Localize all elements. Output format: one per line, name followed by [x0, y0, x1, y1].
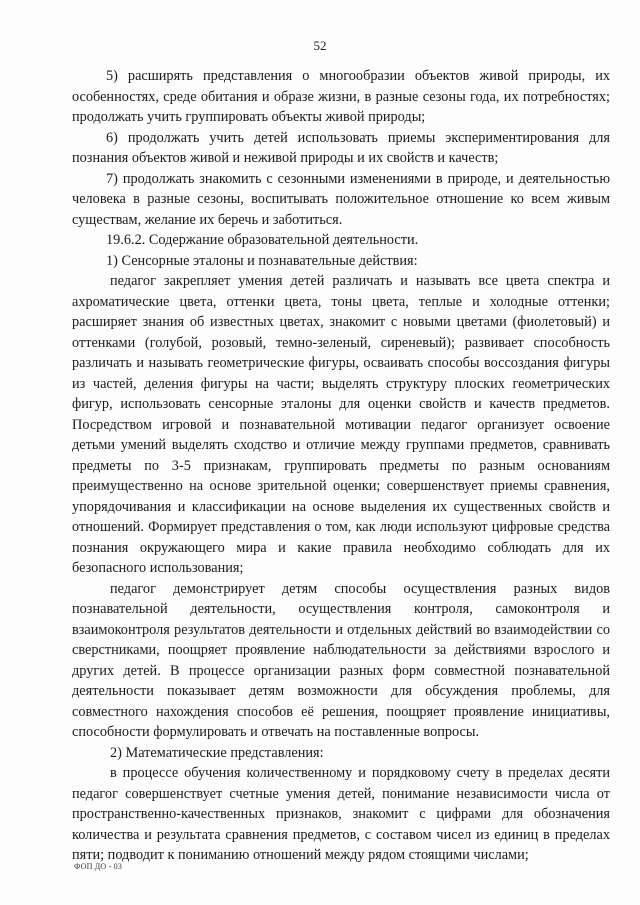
section-heading: 19.6.2. Содержание образовательной деятельности. [106, 232, 419, 248]
page-number: 52 [313, 38, 327, 53]
document-body [72, 66, 610, 866]
footer-document-code: ФОП ДО - 03 [74, 862, 123, 871]
paragraph-item-6: 6) продолжать учить детей использовать приемы экспериментирования для познания объектов живой и неживой природы и их свойств и качеств; [72, 129, 610, 166]
subsection-heading-math: 2) Математические представления: [110, 744, 324, 761]
subsection-heading-sensory: 1) Сенсорные эталоны и познавательные действия: [106, 252, 418, 269]
paragraph-sensory-standards: педагог закрепляет умения детей различать и называть все цвета спектра и ахроматические цвета, оттенки цвета, тоны цвета, теплые и холодные оттенки; расширяет знания об известных цветах, знакомит с новыми цветами (фиолетовый) и оттенками (голубой, розовый, темно-зеленый, сиреневый); развивает способность различать и называть геометрические фигуры, осваивать способы воссоздания фигуры из частей, деления фигуры на части; выделять структуру плоских геометрических фигур, использовать сенсорные эталоны для оценки свойств и качеств предметов. Посредством игровой и познавательной мотивации педагог организует освоение детьми умений выделять сходство и отличие между группами предметов, сравнивать предметы по 3-5 признакам, группировать предметы по разным основаниям преимущественно на основе зрительной оценки; совершенствует приемы сравнения, упорядочивания и классификации на основе выделения их существенных свойств и отношений. Формирует представления о том, как люди используют цифровые средства познания окружающего мира и какие правила необходимо соблюдать для их безопасного использования; [72, 273, 610, 576]
paragraph-counting: в процессе обучения количественному и порядковому счету в пределах десяти педагог совершенствует счетные умения детей, понимание независимости числа от пространственно-качественных признаков, знакомит с цифрами для обозначения количества и результата сравнения предметов, с составом чисел из единиц в пределах пяти; подводит к пониманию отношений между рядом стоящими числами; [72, 765, 610, 863]
paragraph-item-7: 7) продолжать знакомить с сезонными изменениями в природе, и деятельностью человека в разные сезоны, воспитывать положительное отношение ко всем живым существам, желание их беречь и заботиться. [72, 170, 610, 228]
paragraph-item-5: 5) расширять представления о многообразии объектов живой природы, их особенностях, среде обитания и образе жизни, в разные сезоны года, их потребностях; продолжать учить группировать объекты живой природы; [72, 68, 610, 125]
paragraph-cognitive-activity: педагог демонстрирует детям способы осуществления разных видов познавательной деятельности, осуществления контроля, самоконтроля и взаимоконтроля результатов деятельности и отдельных действий во взаимодействии со сверстниками, поощряет проявление наблюдательности за действиями взрослого и других детей. В процессе организации разных форм совместной познавательной деятельности показывает детям возможности для обсуждения проблемы, для совместного нахождения способов её решения, поощряет проявление инициативы, способности формулировать и отвечать на поставленные вопросы. [72, 580, 610, 740]
